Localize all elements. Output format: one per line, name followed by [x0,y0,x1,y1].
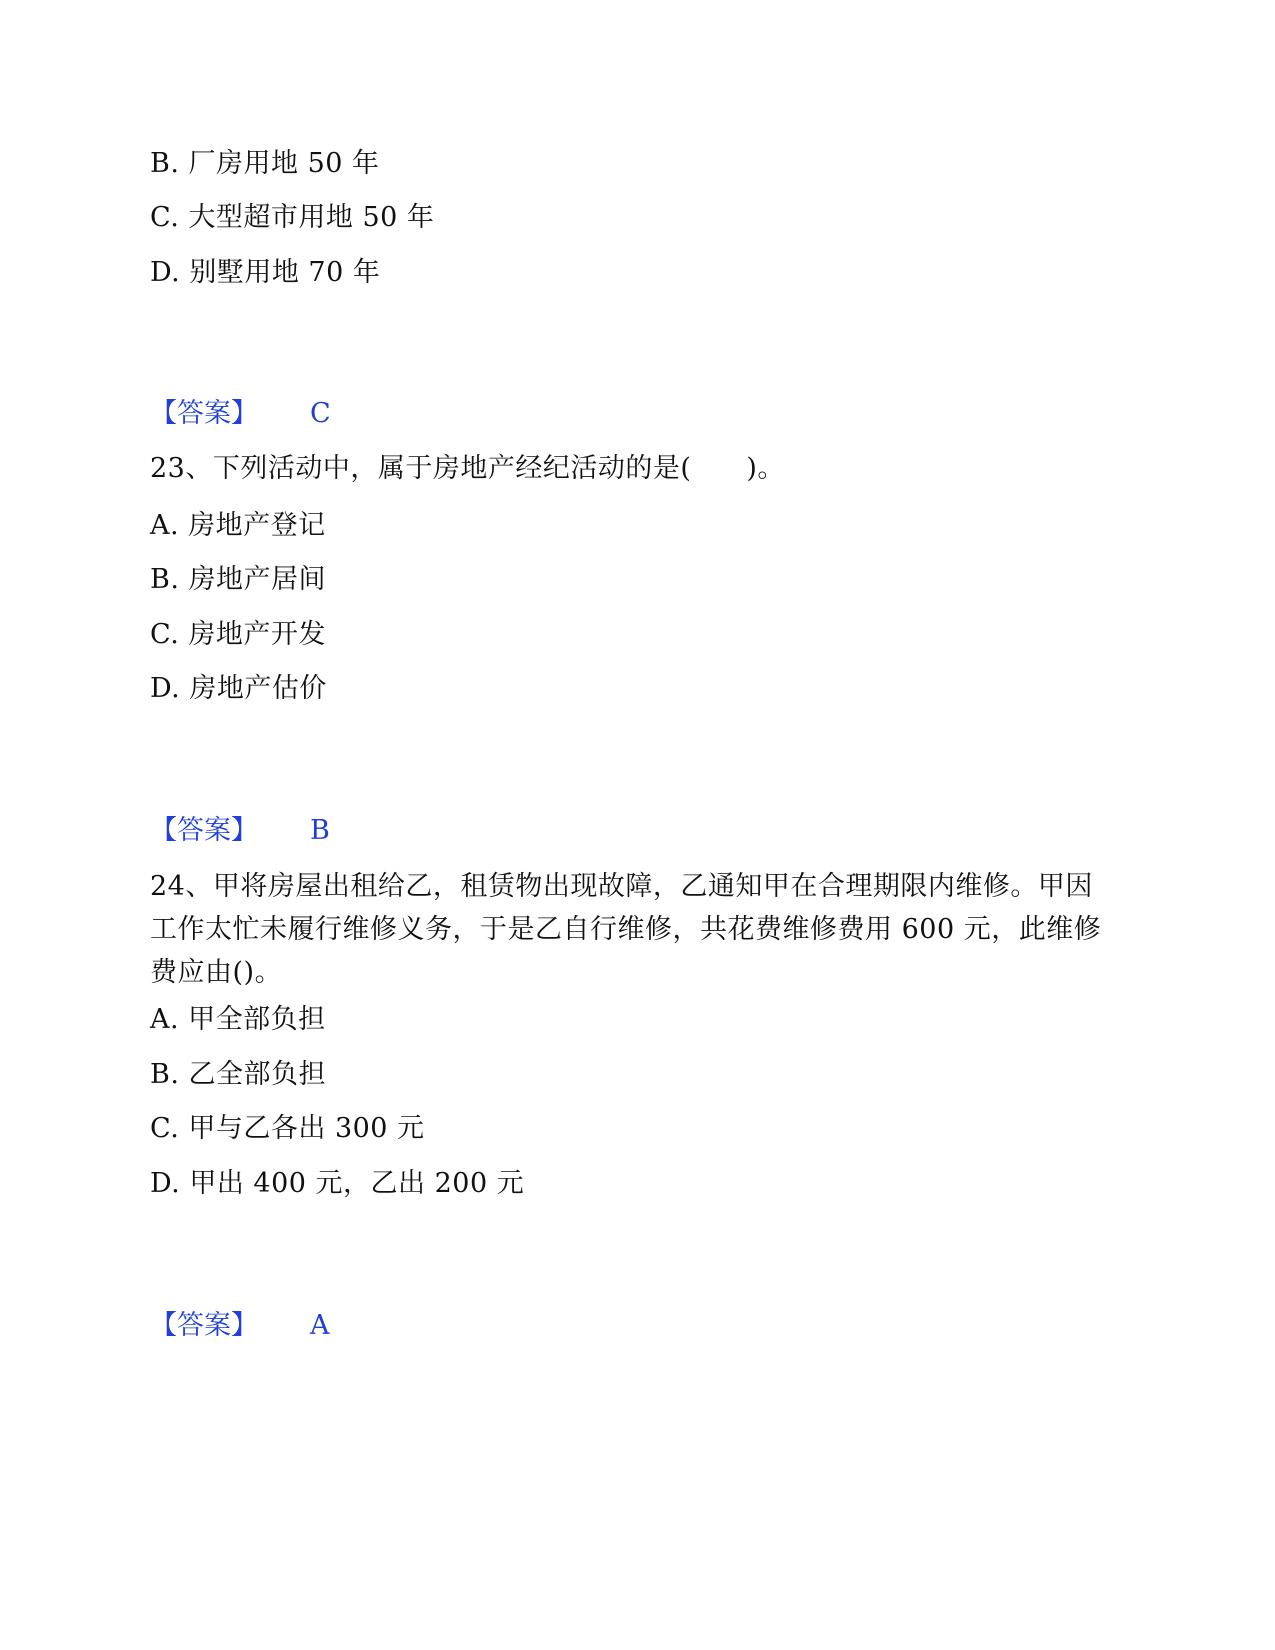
q23-option-d: D. 房地产估价 [150,673,327,704]
q23-answer [150,815,330,847]
q24-option-d: D. 甲出 400 元，乙出 200 元 [150,1168,525,1199]
answer-value: C [310,398,331,429]
q23-question: 23、下列活动中，属于房地产经纪活动的是( )。 [150,453,785,484]
q23-option-b: B. 房地产居间 [150,564,327,595]
q22-option-c: C. 大型超市用地 50 年 [150,202,435,233]
q23-option-c: C. 房地产开发 [150,619,326,650]
q23-option-a: A. 房地产登记 [150,510,326,541]
q22-option-b: B. 厂房用地 50 年 [150,148,380,179]
q22-option-d: D. 别墅用地 70 年 [150,257,381,288]
q24-question: 24、甲将房屋出租给乙，租赁物出现故障，乙通知甲在合理期限内维修。甲因工作太忙未履行维修义务，于是乙自行维修，共花费维修费用 600 元，此维修费应由()。 [150,871,1102,988]
answer-label: 【答案】 [150,398,258,429]
q24-option-b: B. 乙全部负担 [150,1059,327,1090]
q24-option-a: A. 甲全部负担 [150,1004,326,1035]
answer-value: A [310,1310,330,1341]
answer-value: B [310,815,330,846]
q24-option-c: C. 甲与乙各出 300 元 [150,1113,425,1144]
answer-label: 【答案】 [150,815,258,846]
q24-answer [150,1310,330,1342]
q22-answer [150,398,331,430]
answer-label: 【答案】 [150,1310,258,1341]
